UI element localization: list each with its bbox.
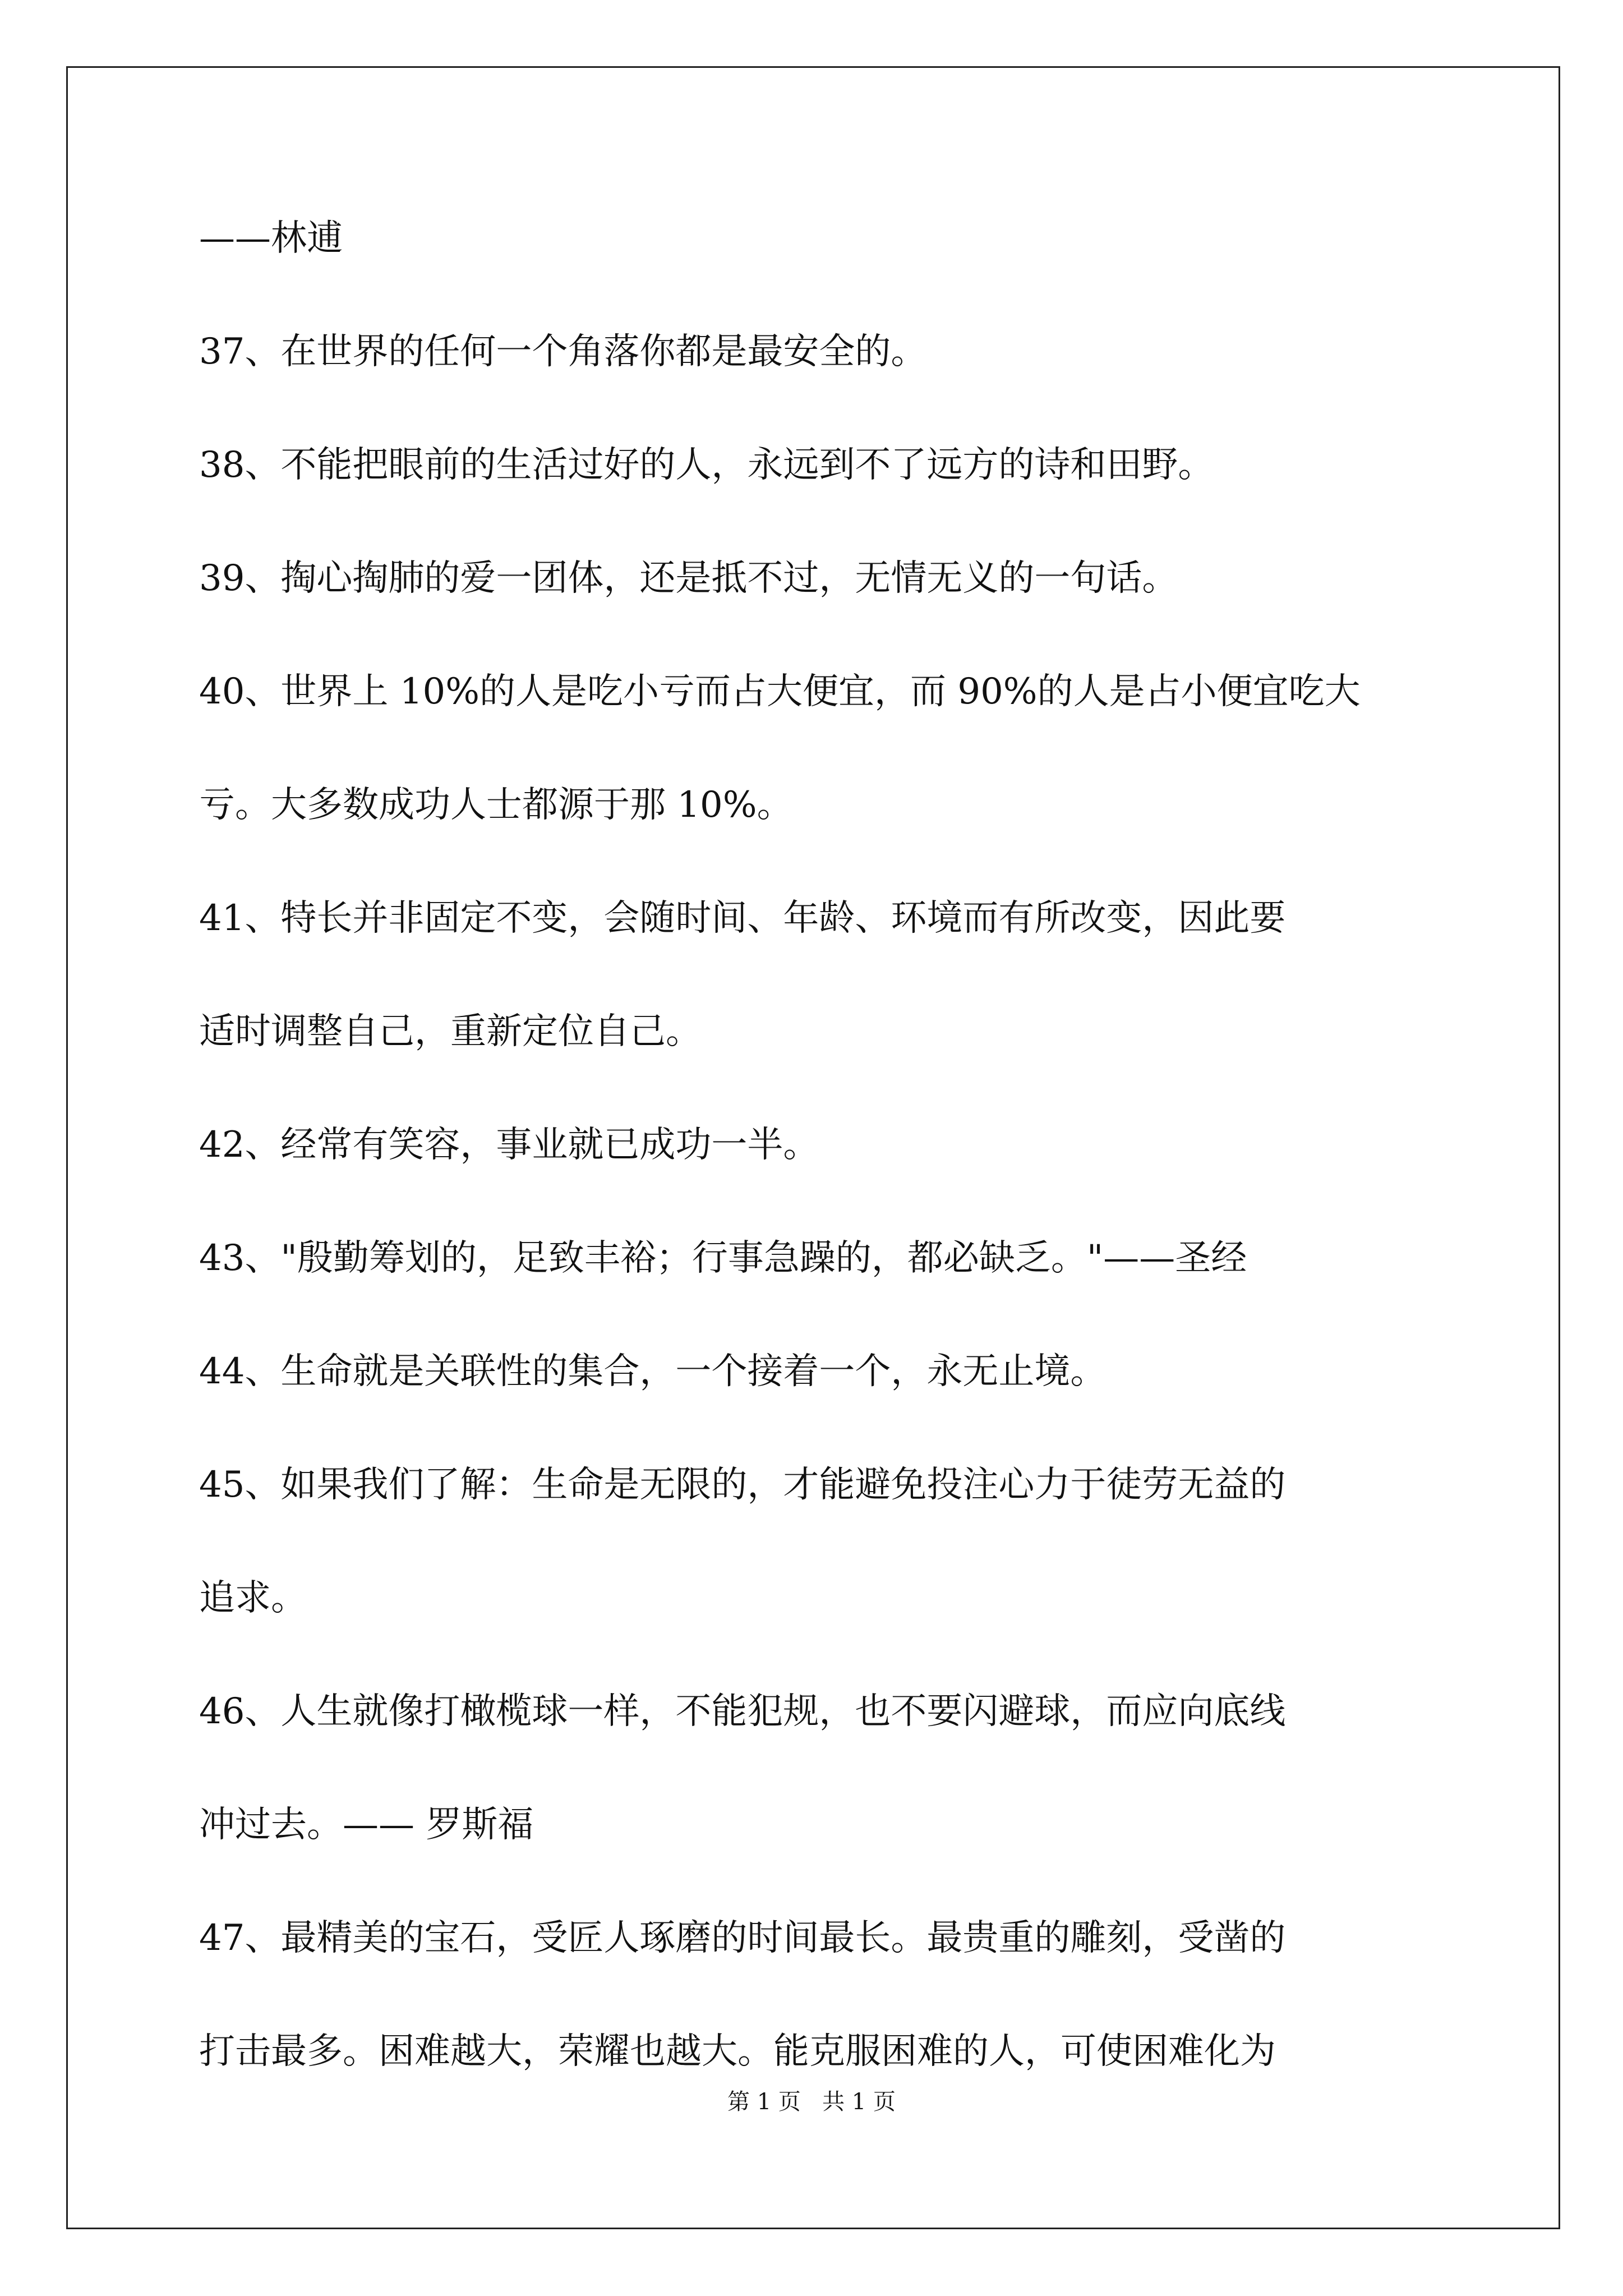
text-line: 追求。: [199, 1577, 307, 1619]
text-line: 亏。大多数成功人士都源于那 10%。: [199, 784, 793, 826]
text-line: 44、生命就是关联性的集合，一个接着一个，永无止境。: [199, 1351, 1106, 1392]
text-line: ——林逋: [199, 218, 343, 259]
text-line: 47、最精美的宝石，受匠人琢磨的时间最长。最贵重的雕刻，受凿的: [199, 1917, 1286, 1959]
page-footer: 第 1 页 共 1 页: [727, 2089, 896, 2115]
text-line: 43、"殷勤筹划的，足致丰裕；行事急躁的，都必缺乏。"——圣经: [199, 1237, 1247, 1279]
document-body: [199, 219, 1433, 2072]
text-line: 40、世界上 10%的人是吃小亏而占大便宜，而 90%的人是占小便宜吃大: [199, 671, 1361, 712]
text-line: 39、掏心掏肺的爱一团体，还是抵不过，无情无义的一句话。: [199, 558, 1178, 599]
text-line: 38、不能把眼前的生活过好的人，永远到不了远方的诗和田野。: [199, 444, 1214, 486]
text-line: 冲过去。—— 罗斯福: [199, 1804, 534, 1846]
text-line: 适时调整自己，重新定位自己。: [199, 1011, 702, 1052]
text-line: 41、特长并非固定不变，会随时间、年龄、环境而有所改变，因此要: [199, 898, 1286, 939]
text-line: 46、人生就像打橄榄球一样，不能犯规，也不要闪避球，而应向底线: [199, 1691, 1286, 1732]
text-line: 37、在世界的任何一个角落你都是最安全的。: [199, 331, 927, 372]
text-line: 打击最多。困难越大，荣耀也越大。能克服困难的人，可使困难化为: [199, 2031, 1276, 2072]
text-line: 45、如果我们了解：生命是无限的，才能避免投注心力于徒劳无益的: [199, 1464, 1286, 1506]
text-line: 42、经常有笑容，事业就已成功一半。: [199, 1124, 819, 1166]
